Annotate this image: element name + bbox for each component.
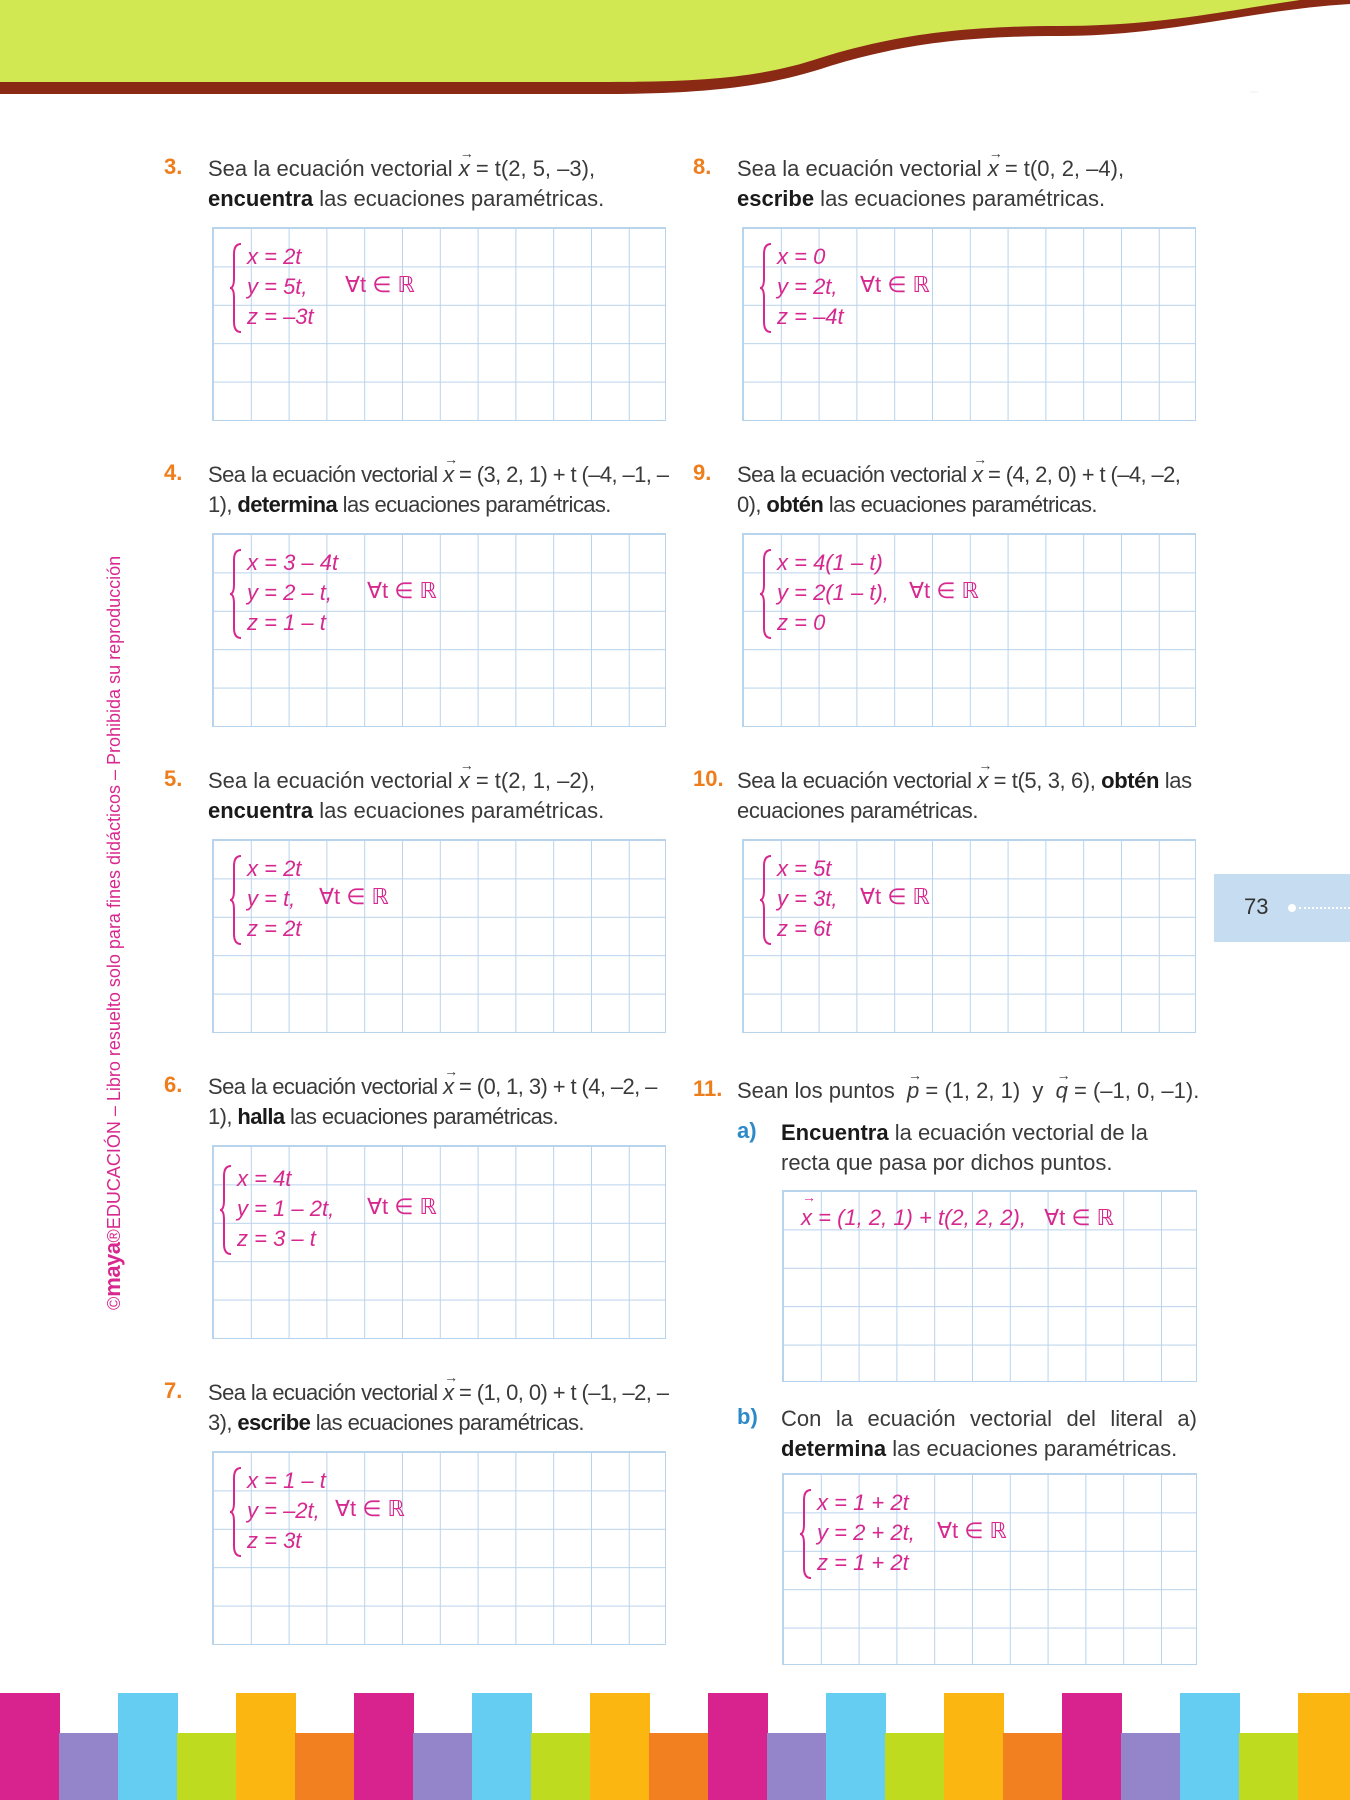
answer-grid xyxy=(212,839,666,1033)
sub-question-label: a) xyxy=(737,1118,757,1143)
parametric-answer xyxy=(219,1164,519,1256)
forall-quantifier: ∀t ∈ ℝ xyxy=(345,272,415,297)
brace-icon xyxy=(229,1466,243,1558)
parametric-answer xyxy=(759,242,1059,334)
stripe-tall xyxy=(236,1693,296,1800)
stripe-short xyxy=(413,1733,473,1800)
equation-x: x = 1 + 2t xyxy=(817,1490,909,1515)
brace-icon xyxy=(799,1488,813,1580)
stripe-tall xyxy=(1062,1693,1122,1800)
parametric-answer xyxy=(229,854,529,946)
answer-grid xyxy=(742,227,1196,421)
exercise-prompt: Sea la ecuación vectorial → x = t(5, 3, 6), obtén las ecuaciones paramétricas. xyxy=(737,766,1201,826)
stripe-tall xyxy=(826,1693,886,1800)
equation-z: z = 3t xyxy=(247,1528,302,1553)
stripe-tall xyxy=(472,1693,532,1800)
brand-logo-text: maya xyxy=(100,1242,125,1297)
stripe-short xyxy=(177,1733,237,1800)
parametric-answer xyxy=(229,548,529,640)
parametric-answer xyxy=(229,1466,529,1558)
page-number: 73 xyxy=(1244,894,1269,919)
equation-y: y = 1 – 2t, xyxy=(237,1196,335,1221)
equation-x: x = 4t xyxy=(237,1166,292,1191)
forall-quantifier: ∀t ∈ ℝ xyxy=(367,578,437,603)
exercise-10 xyxy=(693,766,1201,826)
exercise-prompt: Sea la ecuación vectorial → x = (4, 2, 0) + t (–4, –2, 0), obtén las ecuaciones paramétricas. xyxy=(737,460,1207,520)
forall-quantifier: ∀t ∈ ℝ xyxy=(860,272,930,297)
answer-grid xyxy=(212,1145,666,1339)
header-wave xyxy=(0,0,1350,100)
sub-question-label: b) xyxy=(737,1404,758,1429)
equation-z: z = –3t xyxy=(247,304,314,329)
brace-icon xyxy=(759,854,773,946)
forall-quantifier: ∀t ∈ ℝ xyxy=(367,1194,437,1219)
exercise-9 xyxy=(693,460,1207,520)
stripe-short xyxy=(1003,1733,1063,1800)
equation-x: x = 2t xyxy=(247,856,302,881)
brace-icon xyxy=(229,854,243,946)
exercise-8 xyxy=(693,154,1197,214)
stripe-short xyxy=(1239,1733,1299,1800)
exercise-prompt: Sea la ecuación vectorial → x = t(0, 2, –4), escribe las ecuaciones paramétricas. xyxy=(737,154,1197,214)
forall-quantifier: ∀t ∈ ℝ xyxy=(937,1518,1007,1543)
equation-y: y = 5t, xyxy=(247,274,308,299)
parametric-answer xyxy=(229,242,529,334)
answer-grid xyxy=(742,533,1196,727)
answer-grid xyxy=(782,1190,1197,1382)
dotted-line xyxy=(1299,907,1350,909)
forall-quantifier: ∀t ∈ ℝ xyxy=(1044,1205,1115,1230)
exercise-11 xyxy=(693,1076,1207,1106)
equation-z: z = 3 – t xyxy=(237,1226,316,1251)
stripe-short xyxy=(295,1733,355,1800)
parametric-answer xyxy=(759,854,1059,946)
answer-grid xyxy=(212,533,666,727)
copyright-text: ®EDUCACIÓN – Libro resuelto solo para fines didácticos – Prohibida su reproducción xyxy=(104,555,124,1243)
exercise-prompt: Sean los puntos → p = (1, 2, 1) y → q = (–1, 0, –1). xyxy=(737,1076,1207,1106)
stripe-tall xyxy=(1180,1693,1240,1800)
equation-y: y = 2(1 – t), xyxy=(777,580,889,605)
stripe-short xyxy=(531,1733,591,1800)
exercise-prompt: Sea la ecuación vectorial → x = (1, 0, 0) + t (–1, –2, –3), escribe las ecuaciones paramétricas. xyxy=(208,1378,678,1438)
answer-grid xyxy=(212,1451,666,1645)
answer-grid xyxy=(212,227,666,421)
equation-y: y = t, xyxy=(247,886,296,911)
brace-icon xyxy=(229,548,243,640)
vector-equation-answer: → x = (1, 2, 1) + t(2, 2, 2), ∀t ∈ ℝ xyxy=(801,1205,1114,1231)
equation-z: z = 1 + 2t xyxy=(817,1550,909,1575)
equation-z: z = 6t xyxy=(777,916,832,941)
exercise-number: 3. xyxy=(164,154,183,179)
brace-icon xyxy=(219,1164,233,1256)
exercise-5 xyxy=(164,766,666,826)
page-number-tab xyxy=(1214,874,1350,942)
equation-y: y = 2 – t, xyxy=(247,580,332,605)
answer-grid xyxy=(782,1473,1197,1665)
forall-quantifier: ∀t ∈ ℝ xyxy=(319,884,389,909)
forall-quantifier: ∀t ∈ ℝ xyxy=(860,884,930,909)
copyright-symbol: © xyxy=(104,1296,124,1310)
exercise-number: 4. xyxy=(164,460,183,485)
stripe-tall xyxy=(118,1693,178,1800)
brace-icon xyxy=(229,242,243,334)
exercise-number: 8. xyxy=(693,154,712,179)
stripe-tall xyxy=(1298,1693,1350,1800)
exercise-number: 6. xyxy=(164,1072,183,1097)
stripe-short xyxy=(885,1733,945,1800)
stripe-short xyxy=(767,1733,827,1800)
exercise-prompt: Sea la ecuación vectorial → x = (3, 2, 1) + t (–4, –1, –1), determina las ecuaciones paramétricas. xyxy=(208,460,678,520)
stripe-tall xyxy=(708,1693,768,1800)
exercise-3 xyxy=(164,154,666,214)
equation-z: z = 1 – t xyxy=(247,610,326,635)
exercise-number: 7. xyxy=(164,1378,183,1403)
equation-y: y = 2t, xyxy=(777,274,838,299)
bottom-decorative-stripes xyxy=(0,1693,1350,1800)
exercise-prompt: Sea la ecuación vectorial → x = t(2, 5, –3), encuentra las ecuaciones paramétricas. xyxy=(208,154,666,214)
exercise-prompt: Sea la ecuación vectorial → x = (0, 1, 3) + t (4, –2, –1), halla las ecuaciones paramétricas. xyxy=(208,1072,678,1132)
equation-z: z = –4t xyxy=(777,304,844,329)
stripe-tall xyxy=(354,1693,414,1800)
stripe-tall xyxy=(0,1693,60,1800)
equation-x: x = 0 xyxy=(777,244,826,269)
exercise-4 xyxy=(164,460,678,520)
exercise-11a xyxy=(737,1118,1197,1178)
exercise-6 xyxy=(164,1072,678,1132)
exercise-11b xyxy=(737,1404,1197,1464)
stripe-short xyxy=(59,1733,119,1800)
dot-icon xyxy=(1288,904,1296,912)
exercise-7 xyxy=(164,1378,678,1438)
equation-z: z = 0 xyxy=(777,610,826,635)
parametric-answer xyxy=(759,548,1059,640)
stripe-short xyxy=(649,1733,709,1800)
equation-y: y = 3t, xyxy=(777,886,838,911)
equation-z: z = 2t xyxy=(247,916,302,941)
exercise-number: 9. xyxy=(693,460,712,485)
answer-grid xyxy=(742,839,1196,1033)
forall-quantifier: ∀t ∈ ℝ xyxy=(909,578,979,603)
equation-y: y = –2t, xyxy=(247,1498,320,1523)
exercise-number: 5. xyxy=(164,766,183,791)
equation-x: x = 1 – t xyxy=(247,1468,326,1493)
stripe-tall xyxy=(590,1693,650,1800)
stripe-short xyxy=(1121,1733,1181,1800)
copyright-sidebar xyxy=(100,556,126,1310)
equation-x: x = 3 – 4t xyxy=(247,550,339,575)
stripe-tall xyxy=(944,1693,1004,1800)
equation-y: y = 2 + 2t, xyxy=(817,1520,915,1545)
equation-x: x = 5t xyxy=(777,856,832,881)
brace-icon xyxy=(759,242,773,334)
exercise-number: 11. xyxy=(693,1076,723,1101)
exercise-prompt: Encuentra la ecuación vectorial de la recta que pasa por dichos puntos. xyxy=(781,1120,1148,1175)
equation-x: x = 2t xyxy=(247,244,302,269)
exercise-prompt: Con la ecuación vectorial del literal a) determina las ecuaciones paramétricas. xyxy=(781,1406,1197,1461)
forall-quantifier: ∀t ∈ ℝ xyxy=(335,1496,405,1521)
parametric-answer xyxy=(799,1488,1099,1580)
brace-icon xyxy=(759,548,773,640)
exercise-prompt: Sea la ecuación vectorial → x = t(2, 1, –2), encuentra las ecuaciones paramétricas. xyxy=(208,766,666,826)
exercise-number: 10. xyxy=(693,766,724,791)
equation-x: x = 4(1 – t) xyxy=(777,550,883,575)
